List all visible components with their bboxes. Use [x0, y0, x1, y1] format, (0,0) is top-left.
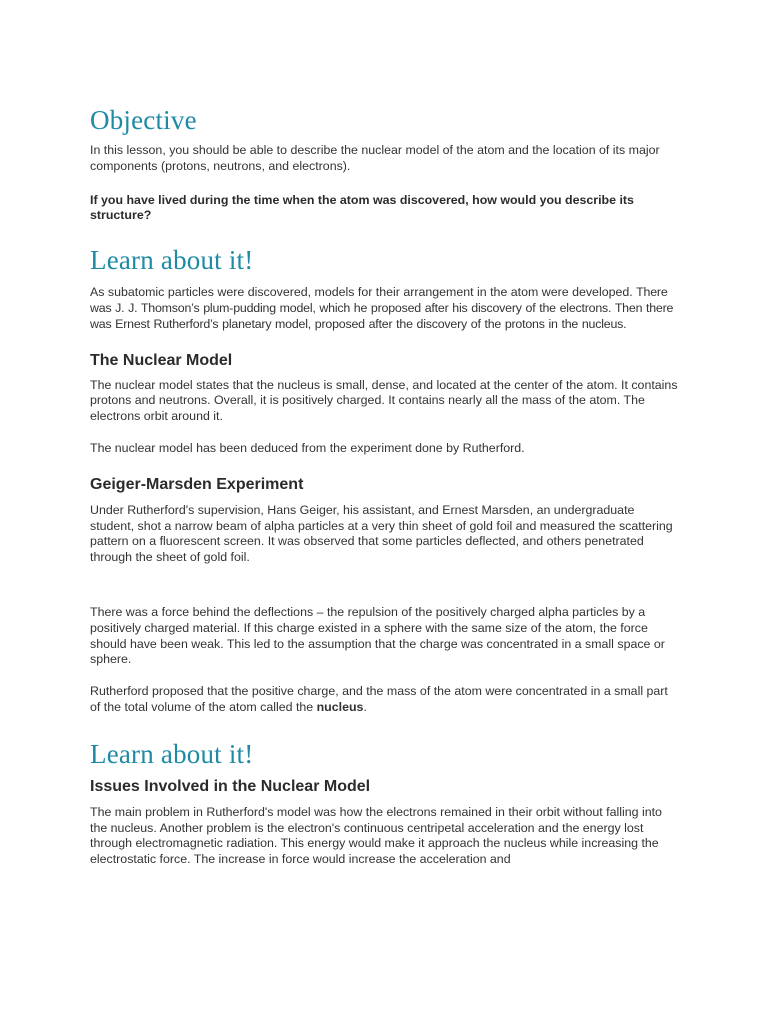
- learn-intro-sentence-2: There was J. J. Thomson’s plum-pudding model, which he proposed after his discovery of the electrons. Then there was Ernest Rutherford’s planetary model, proposed after the discovery of the protons in the nucleus.: [90, 285, 674, 331]
- learn-intro-sentence-1: As subatomic particles were discovered, models for their arrangement in the atom were developed.: [90, 285, 633, 300]
- lesson-page: [90, 104, 678, 868]
- learn-intro-paragraph: [90, 285, 678, 332]
- geiger-paragraph-3-end: .: [363, 699, 367, 714]
- nuclear-model-paragraph-2: The nuclear model has been deduced from the experiment done by Rutherford.: [90, 440, 525, 455]
- issues-paragraph-1: The main problem in Rutherford's model was how the electrons remained in their orbit without falling into the nucleus. Another problem is the electron's continuous centripetal acceleration and the energy lost through electromagnetic radiation. This energy would make it approach the nucleus while increasing the electrostatic force. The increase in force would increase the acceleration and: [90, 804, 662, 867]
- geiger-paragraph-3: [90, 684, 678, 716]
- nucleus-term: nucleus: [316, 699, 364, 714]
- issues-heading: Issues Involved in the Nuclear Model: [90, 777, 371, 795]
- nuclear-model-paragraph-1: The nuclear model states that the nucleus is small, dense, and located at the center of the atom. It contains protons and neutrons. Overall, it is positively charged. It contains nearly all the mass of the atom. The electrons orbit around it.: [90, 377, 678, 424]
- geiger-marsden-heading: Geiger-Marsden Experiment: [90, 475, 304, 493]
- geiger-paragraph-2: There was a force behind the deflections – the repulsion of the positively charged alpha particles by a positively charged material. If this charge existed in a sphere with the same size of the atom, the force should have been weak. This led to the assumption that the charge was concentrated in a small space or sphere.: [90, 604, 665, 667]
- learn-about-it-heading-2: Learn about it!: [90, 738, 254, 769]
- objective-heading: Objective: [90, 105, 197, 135]
- objective-question: If you have lived during the time when the atom was discovered, how would you describe its structure?: [90, 192, 634, 223]
- geiger-paragraph-1: Under Rutherford's supervision, Hans Geiger, his assistant, and Ernest Marsden, an undergraduate student, shot a narrow beam of alpha particles at a very thin sheet of gold foil and measured the scattering pattern on a fluorescent screen. It was observed that some particles deflected, and others penetrated through the sheet of gold foil.: [90, 502, 673, 565]
- learn-about-it-heading-1: Learn about it!: [90, 245, 254, 276]
- nuclear-model-heading: The Nuclear Model: [90, 351, 233, 369]
- objective-intro: In this lesson, you should be able to describe the nuclear model of the atom and the location of its major components (protons, neutrons, and electrons).: [90, 143, 660, 173]
- geiger-paragraph-3-text: Rutherford proposed that the positive charge, and the mass of the atom were concentrated in a small part of the total volume of the atom called the: [90, 684, 668, 714]
